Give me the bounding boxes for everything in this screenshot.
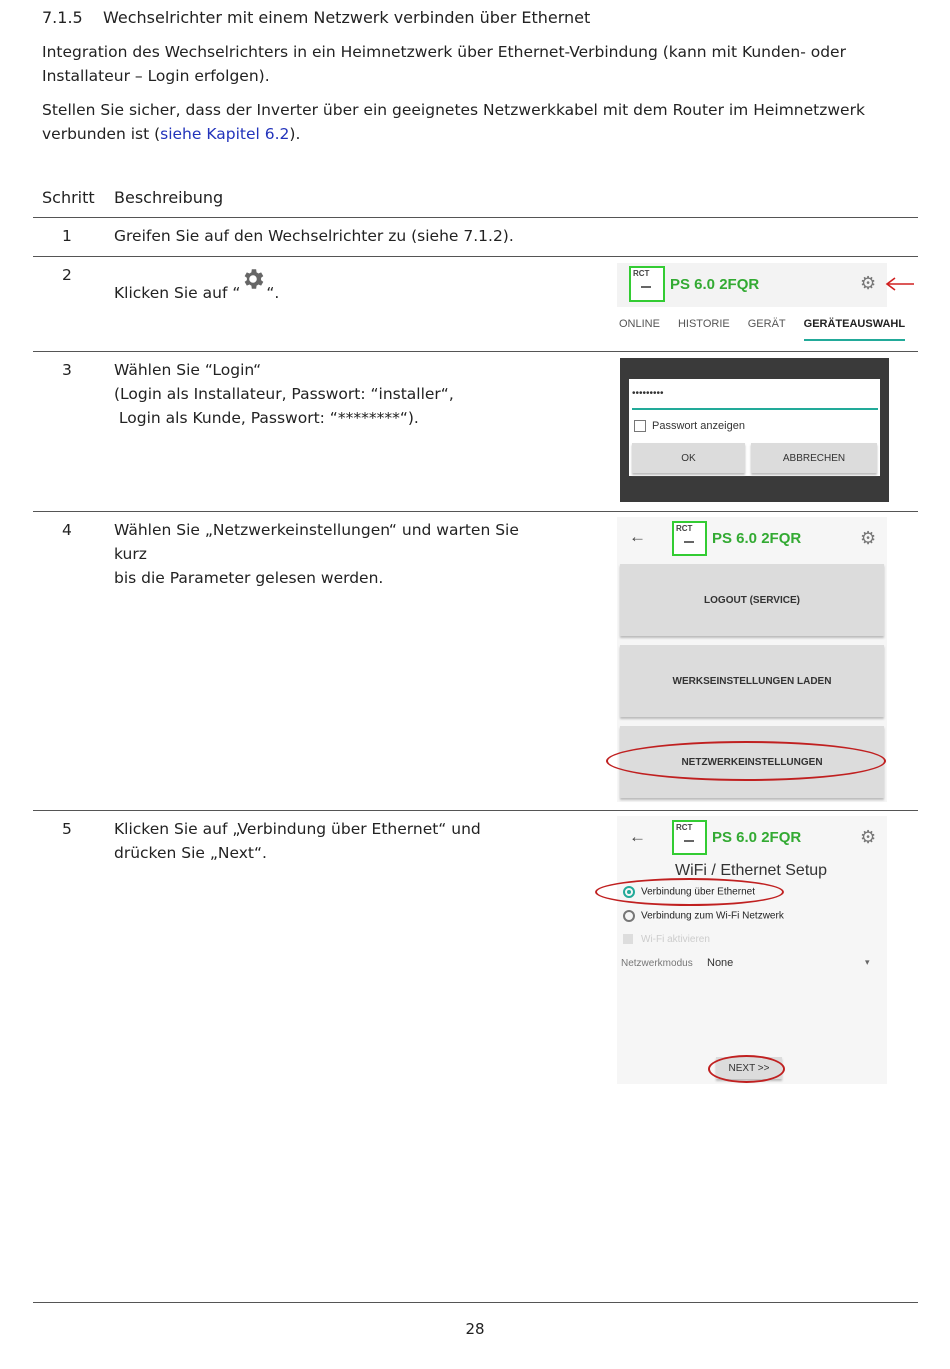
rct-logo: RCT — [672, 521, 707, 556]
step-line: Greifen Sie auf den Wechselrichter zu (siehe 7.1.2). — [114, 227, 514, 245]
red-arrow-icon — [884, 276, 916, 292]
step-description — [114, 358, 454, 430]
screenshot-login-dialog — [620, 358, 889, 502]
step-text-pre: Klicken Sie auf “ — [114, 284, 241, 302]
step-line: Login als Kunde, Passwort: “********“). — [114, 409, 419, 427]
step-line: Wählen Sie “Login“ — [114, 361, 262, 379]
intro-p2-line1: Stellen Sie sicher, dass der Inverter über ein geeignetes Netzwerkkabel mit dem Router im Heimnetzwerk — [42, 101, 865, 119]
step-line: bis die Parameter gelesen werden. — [114, 569, 384, 587]
step-number: 3 — [62, 361, 72, 379]
step-line: Wählen Sie „Netzwerkeinstellungen“ und warten Sie — [114, 521, 519, 539]
step-description — [114, 281, 279, 305]
tab-geraet[interactable]: GERÄT — [747, 318, 786, 330]
step-number: 2 — [62, 266, 72, 284]
section-number: 7.1.5 — [42, 8, 83, 27]
ok-button[interactable]: OK — [632, 443, 745, 473]
table-rule — [33, 1302, 918, 1303]
intro-paragraph-2 — [42, 98, 902, 146]
table-rule — [33, 511, 918, 512]
show-password-label: Passwort anzeigen — [652, 420, 745, 432]
network-mode-label: Netzwerkmodus — [621, 958, 693, 969]
back-arrow-icon[interactable]: ← — [629, 827, 646, 846]
step-description — [114, 518, 519, 590]
back-arrow-icon[interactable]: ← — [629, 527, 646, 546]
table-rule — [33, 256, 918, 257]
settings-gear-icon[interactable]: ⚙ — [860, 827, 877, 847]
network-mode-select[interactable]: None — [707, 957, 734, 969]
device-name: PS 6.0 2FQR — [712, 530, 802, 547]
intro-p2-line2 — [42, 122, 902, 146]
password-field[interactable]: ••••••••• — [632, 388, 664, 399]
step-line: (Login als Installateur, Passwort: “installer“, — [114, 385, 454, 403]
intro-paragraph-1 — [42, 40, 902, 88]
highlight-ellipse — [595, 878, 784, 906]
network-settings-button[interactable]: NETZWERKEINSTELLUNGEN — [620, 726, 884, 798]
factory-reset-button[interactable]: WERKSEINSTELLUNGEN LADEN — [620, 645, 884, 717]
show-password-checkbox[interactable] — [634, 420, 745, 432]
page-number: 28 — [465, 1320, 485, 1338]
step-number: 5 — [62, 820, 72, 838]
logout-button[interactable]: LOGOUT (SERVICE) — [620, 564, 884, 636]
radio-wifi-label: Verbindung zum Wi-Fi Netzwerk — [641, 910, 784, 922]
step-line: drücken Sie „Next“. — [114, 844, 267, 862]
next-button[interactable]: NEXT >> — [716, 1057, 782, 1079]
settings-gear-icon[interactable]: ⚙ — [860, 528, 877, 548]
tab-online[interactable]: ONLINE — [619, 318, 660, 330]
section-title: Wechselrichter mit einem Netzwerk verbinden über Ethernet — [103, 8, 591, 27]
step-line: Klicken Sie auf „Verbindung über Ethernet“ und — [114, 820, 481, 838]
intro-p2-post: ). — [289, 125, 301, 143]
step-number: 1 — [62, 227, 72, 245]
cancel-button[interactable]: ABBRECHEN — [751, 443, 877, 473]
wifi-enable-label: Wi-Fi aktivieren — [641, 934, 710, 945]
screenshot-app-header — [617, 263, 906, 343]
device-name: PS 6.0 2FQR — [670, 275, 760, 293]
step-number: 4 — [62, 521, 72, 539]
intro-p1-line2: Installateur – Login erfolgen). — [42, 67, 270, 85]
intro-p1-line1: Integration des Wechselrichters in ein Heimnetzwerk über Ethernet-Verbindung (kann mit Kunden- oder — [42, 43, 846, 61]
intro-p2-pre: verbunden ist ( — [42, 125, 161, 143]
setup-title: WiFi / Ethernet Setup — [675, 862, 828, 879]
table-rule — [33, 810, 918, 811]
table-rule — [33, 351, 918, 352]
highlight-ellipse — [708, 1055, 785, 1083]
radio-wifi[interactable] — [623, 910, 784, 922]
table-rule — [33, 217, 918, 218]
app-tabs — [619, 318, 923, 341]
tab-geraeteauswahl[interactable]: GERÄTEAUSWAHL — [804, 318, 905, 341]
chapter-link[interactable]: siehe Kapitel 6.2 — [160, 125, 290, 143]
wifi-enable-checkbox — [623, 934, 710, 945]
table-header-description: Beschreibung — [114, 188, 224, 207]
step-text-post: “. — [266, 284, 280, 302]
step-line: kurz — [114, 545, 147, 563]
screenshot-network-setup — [617, 816, 887, 1084]
login-dialog — [629, 379, 880, 476]
device-name: PS 6.0 2FQR — [712, 829, 802, 846]
rct-logo: RCT — [672, 820, 707, 855]
rct-logo: RCT — [629, 266, 665, 302]
gear-icon — [240, 266, 266, 292]
step-description — [114, 224, 514, 248]
table-header-step: Schritt — [42, 188, 95, 207]
step-description — [114, 817, 481, 865]
highlight-ellipse — [606, 741, 886, 781]
radio-ethernet-label: Verbindung über Ethernet — [641, 886, 755, 898]
dropdown-caret-icon[interactable]: ▾ — [865, 957, 870, 967]
section-heading — [42, 8, 590, 27]
settings-gear-icon[interactable]: ⚙ — [860, 273, 877, 293]
tab-historie[interactable]: HISTORIE — [677, 318, 730, 330]
